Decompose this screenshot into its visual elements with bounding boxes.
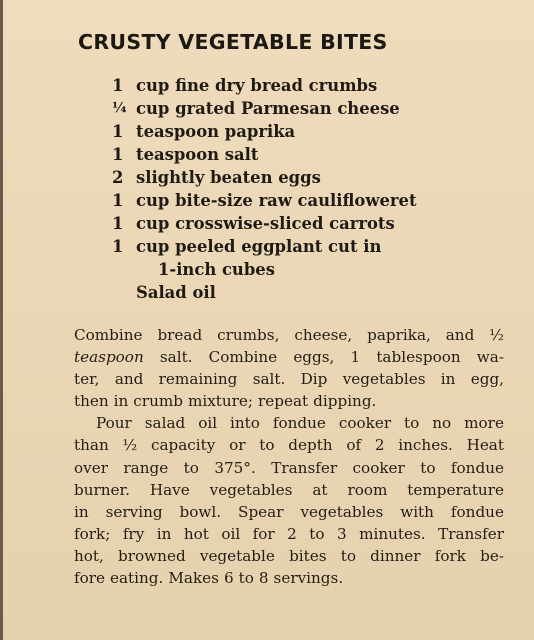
instruction-word: in — [74, 502, 89, 521]
ingredient-item — [112, 74, 417, 97]
instruction-word: and — [445, 326, 475, 344]
instruction-word: hot, — [74, 546, 104, 565]
instruction-word: for — [252, 524, 275, 543]
instruction-word: Transfer — [438, 524, 504, 543]
instruction-line — [74, 390, 504, 412]
instruction-word: bread — [157, 326, 203, 344]
instruction-word: to — [183, 458, 199, 477]
instruction-word: in — [156, 524, 172, 543]
instruction-word: of — [346, 436, 362, 455]
instruction-word: tablespoon — [376, 348, 461, 367]
instruction-word: then — [74, 392, 109, 411]
ingredient-quantity: 1 — [112, 191, 124, 210]
ingredient-list — [112, 74, 417, 304]
instruction-word: fry — [122, 524, 145, 543]
ingredient-text: cup crosswise-sliced carrots — [136, 214, 395, 233]
instruction-word: ½ — [489, 326, 504, 344]
instruction-word: fondue — [450, 458, 504, 477]
instruction-word: cooker — [352, 458, 405, 477]
instruction-word: 2 — [287, 524, 297, 543]
instruction-word: salt. — [252, 370, 286, 389]
instruction-word: to — [238, 569, 254, 588]
instruction-line — [74, 523, 504, 545]
instruction-word: capacity — [150, 436, 216, 455]
instruction-word: oil — [221, 524, 241, 543]
instruction-word: fork; — [74, 524, 111, 543]
instruction-word: to — [420, 458, 436, 477]
instruction-word: range — [123, 458, 169, 477]
ingredient-item — [112, 212, 417, 235]
instruction-word: 375°. — [214, 458, 256, 477]
instruction-word: to — [404, 414, 420, 433]
instruction-line — [74, 501, 504, 523]
instruction-word: 3 — [336, 524, 347, 543]
instruction-word: repeat — [258, 392, 309, 411]
instruction-word: cheese, — [294, 326, 353, 344]
instruction-word: cooker — [338, 414, 392, 433]
instruction-word: servings. — [273, 569, 344, 588]
instruction-word: mixture; — [187, 392, 254, 411]
ingredient-quantity: 1 — [112, 122, 124, 141]
instruction-word: over — [74, 458, 108, 477]
instruction-word: 1 — [350, 348, 361, 367]
instruction-word: burner. — [74, 480, 130, 499]
instruction-word: minutes. — [359, 524, 426, 543]
ingredient-item — [112, 120, 417, 143]
instruction-word: depth — [288, 436, 333, 455]
instruction-word: Pour — [96, 414, 132, 433]
instruction-word: Heat — [466, 436, 504, 455]
instruction-word: vegetables — [209, 480, 293, 499]
instruction-word: dinner — [370, 546, 421, 565]
instructions — [74, 324, 504, 589]
instruction-word: into — [230, 414, 260, 433]
instruction-word: with — [400, 502, 434, 521]
instruction-word: crumbs, — [217, 326, 280, 344]
instruction-word: to — [340, 546, 356, 565]
instruction-word: vegetables — [300, 502, 384, 521]
ingredient-item — [112, 235, 417, 258]
ingredient-quantity: 1 — [112, 237, 124, 256]
instruction-word: bites — [289, 546, 327, 565]
instruction-word: remaining — [158, 370, 238, 389]
instruction-word: temperature — [407, 480, 504, 499]
instruction-line — [74, 567, 504, 589]
instruction-word: to — [309, 524, 325, 543]
instruction-word: 6 — [223, 569, 234, 588]
instruction-word: 8 — [258, 569, 269, 588]
instruction-word: room — [347, 480, 388, 499]
instruction-word: Transfer — [271, 458, 338, 477]
instruction-line — [74, 412, 504, 434]
instruction-word: to — [259, 436, 275, 455]
instruction-word: browned — [118, 546, 186, 565]
ingredient-text: teaspoon salt — [136, 145, 259, 164]
instruction-word: and — [114, 370, 144, 389]
ingredient-item — [112, 258, 417, 281]
instruction-word: 2 — [374, 436, 385, 455]
ingredient-item — [112, 166, 417, 189]
instruction-word: fondue — [450, 502, 504, 521]
instruction-word: inches. — [398, 436, 453, 455]
instruction-word: or — [229, 436, 246, 455]
ingredient-quantity: 1 — [112, 145, 124, 164]
instruction-word: fork — [434, 546, 466, 565]
instruction-line — [74, 434, 504, 456]
instruction-word: paprika, — [367, 326, 431, 344]
instruction-word: wa- — [476, 348, 504, 367]
instruction-word: serving — [105, 502, 163, 521]
recipe-title: CRUSTY VEGETABLE BITES — [78, 30, 388, 54]
ingredient-quantity — [112, 258, 136, 281]
ingredient-text: teaspoon paprika — [136, 122, 296, 141]
ingredient-text: cup peeled eggplant cut in — [136, 237, 382, 256]
instruction-word: more — [464, 414, 504, 433]
instruction-word: Have — [149, 480, 190, 499]
instruction-word: at — [312, 480, 328, 499]
ingredient-text: slightly beaten eggs — [136, 168, 321, 187]
ingredient-quantity: 1 — [112, 76, 124, 95]
instruction-word: than — [74, 436, 109, 455]
ingredient-item — [112, 189, 417, 212]
ingredient-quantity: 1 — [112, 214, 124, 233]
ingredient-text: 1-inch cubes — [158, 260, 275, 279]
page-edge — [0, 0, 3, 640]
ingredient-text: cup bite-size raw caulifloweret — [136, 191, 417, 210]
instruction-line — [74, 545, 504, 567]
ingredient-text: cup fine dry bread crumbs — [136, 76, 378, 95]
ingredient-text: Salad oil — [136, 283, 216, 302]
instruction-word: ter, — [74, 370, 100, 389]
instruction-word: fore — [74, 569, 106, 588]
instruction-word: Combine — [74, 326, 143, 344]
instruction-word: Combine — [208, 348, 278, 367]
instruction-word: no — [432, 414, 452, 433]
instruction-word: be- — [480, 546, 504, 565]
instruction-word: fondue — [272, 414, 326, 433]
instruction-line — [74, 368, 504, 390]
instruction-word: Makes — [168, 569, 219, 588]
instruction-line — [74, 346, 504, 368]
instruction-word: in — [113, 392, 129, 411]
ingredient-item — [112, 143, 417, 166]
instruction-word: egg, — [470, 370, 504, 389]
instruction-line — [74, 457, 504, 479]
instruction-word: in — [440, 370, 456, 389]
instruction-word: salad — [144, 414, 186, 433]
instruction-word: hot — [183, 524, 209, 543]
instruction-word: eating. — [110, 569, 164, 588]
instruction-word: vegetables — [342, 370, 426, 389]
instruction-word: crumb — [133, 392, 183, 411]
instruction-word: vegetable — [199, 546, 275, 565]
instruction-line — [74, 479, 504, 501]
instruction-word: Dip — [300, 370, 328, 389]
ingredient-item — [112, 281, 417, 304]
instruction-word: teaspoon — [74, 348, 144, 367]
instruction-word: salt. — [159, 348, 193, 367]
ingredient-item — [112, 97, 417, 120]
instruction-word: eggs, — [293, 348, 335, 367]
instruction-word: ½ — [122, 436, 138, 455]
instruction-line — [74, 324, 504, 346]
ingredient-quantity: 2 — [112, 168, 124, 187]
instruction-word: Spear — [238, 502, 284, 521]
instruction-word: bowl. — [179, 502, 222, 521]
instruction-word: oil — [198, 414, 218, 433]
ingredient-text: cup grated Parmesan cheese — [136, 99, 400, 118]
ingredient-quantity — [112, 281, 136, 304]
instruction-word: dipping. — [313, 392, 377, 411]
ingredient-quantity: ¼ — [112, 100, 127, 116]
